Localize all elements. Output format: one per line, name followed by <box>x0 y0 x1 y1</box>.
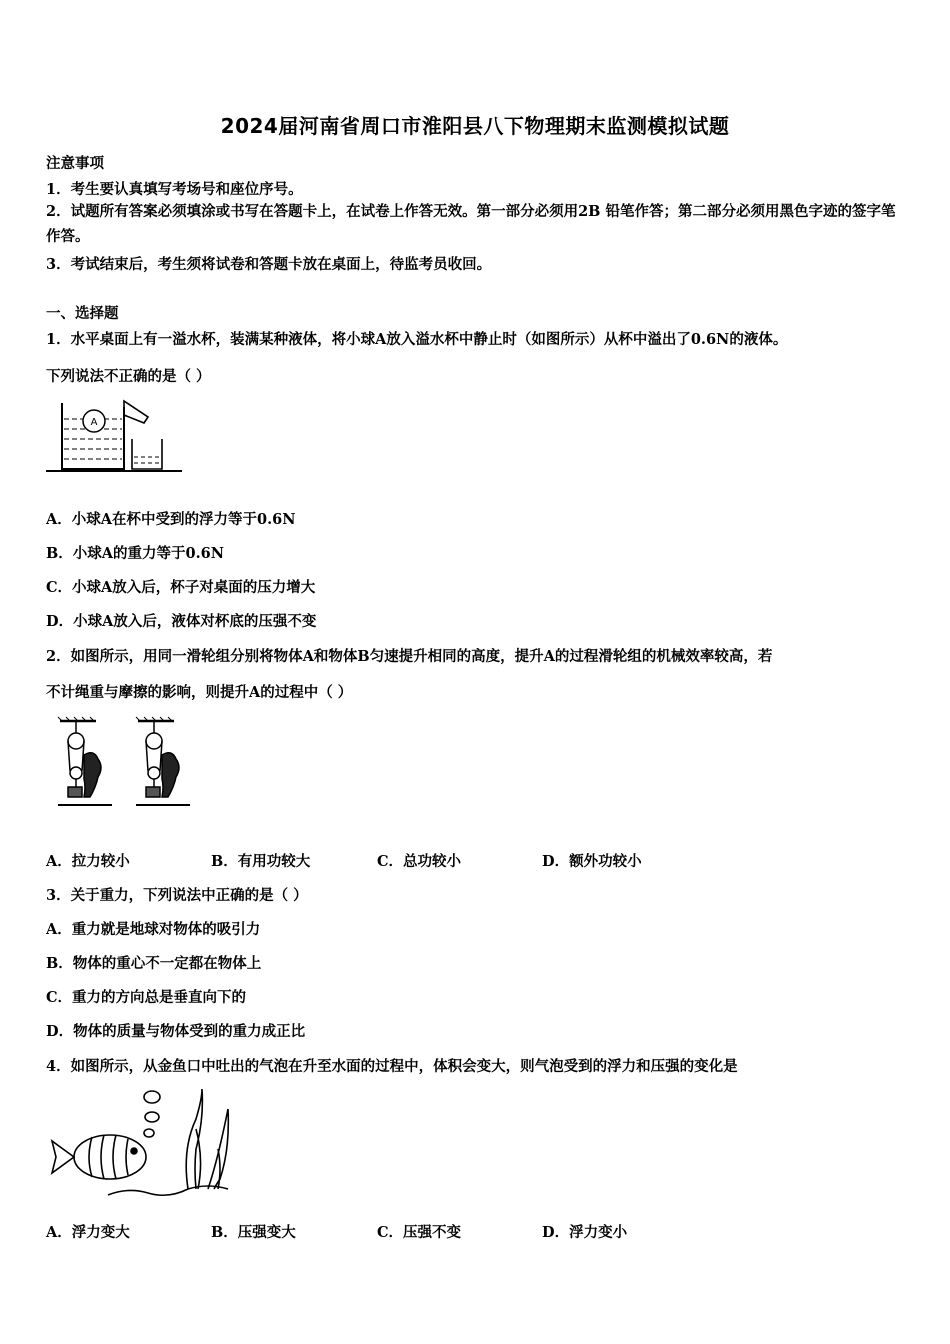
q4-stem: 4．如图所示，从金鱼口中吐出的气泡在升至水面的过程中，体积会变大，则气泡受到的浮力和压强的变化是 <box>46 1058 738 1075</box>
q3-option-a: A．重力就是地球对物体的吸引力 <box>46 921 261 938</box>
notice-item-2: 2．试题所有答案必须填涂或书写在答题卡上，在试卷上作答无效。第一部分必须用2B 铅笔作答；第二部分必须用黑色字迹的签字笔作答。 <box>46 203 896 245</box>
q4-option-c: C．压强不变 <box>377 1224 462 1241</box>
q2-option-a: A．拉力较小 <box>46 853 130 870</box>
q4-option-b: B．压强变大 <box>211 1224 296 1241</box>
section-heading: 一、选择题 <box>46 305 119 322</box>
q3-option-c: C．重力的方向总是垂直向下的 <box>46 989 247 1006</box>
q2-stem-line1: 2．如图所示，用同一滑轮组分别将物体A和物体B匀速提升相同的高度，提升A的过程滑轮组的机械效率较高，若 <box>46 648 773 665</box>
q3-stem: 3．关于重力，下列说法中正确的是（ ） <box>46 887 308 904</box>
q1-option-c: C．小球A放入后，杯子对桌面的压力增大 <box>46 579 316 596</box>
q3-option-b: B．物体的重心不一定都在物体上 <box>46 955 262 972</box>
notice-item-3: 3．考试结束后，考生须将试卷和答题卡放在桌面上，待监考员收回。 <box>46 256 492 273</box>
q4-option-a: A．浮力变大 <box>46 1224 130 1241</box>
notice-heading: 注意事项 <box>46 155 104 172</box>
q2-option-b: B．有用功较大 <box>211 853 311 870</box>
q1-stem-line2: 下列说法不正确的是（ ） <box>46 368 211 385</box>
pulley-figure <box>52 715 197 815</box>
q1-option-a: A．小球A在杯中受到的浮力等于0.6N <box>46 511 296 528</box>
q1-option-b: B．小球A的重力等于0.6N <box>46 545 224 562</box>
page-title: 2024届河南省周口市淮阳县八下物理期末监测模拟试题 <box>220 114 730 138</box>
notice-item-1: 1．考生要认真填写考场号和座位序号。 <box>46 181 303 198</box>
q1-stem-line1: 1．水平桌面上有一溢水杯，装满某种液体，将小球A放入溢水杯中静止时（如图所示）从杯中溢出了0.6N的液体。 <box>46 331 788 348</box>
q1-option-d: D．小球A放入后，液体对杯底的压强不变 <box>46 613 317 630</box>
ball-a-label: A <box>90 417 98 428</box>
q2-option-c: C．总功较小 <box>377 853 462 870</box>
q2-stem-line2: 不计绳重与摩擦的影响，则提升A的过程中（ ） <box>46 684 353 701</box>
q4-option-d: D．浮力变小 <box>542 1224 628 1241</box>
fish-bubble-figure <box>48 1085 238 1205</box>
q3-option-d: D．物体的质量与物体受到的重力成正比 <box>46 1023 306 1040</box>
q2-option-d: D．额外功较小 <box>542 853 642 870</box>
overflow-cup-figure <box>44 395 184 475</box>
